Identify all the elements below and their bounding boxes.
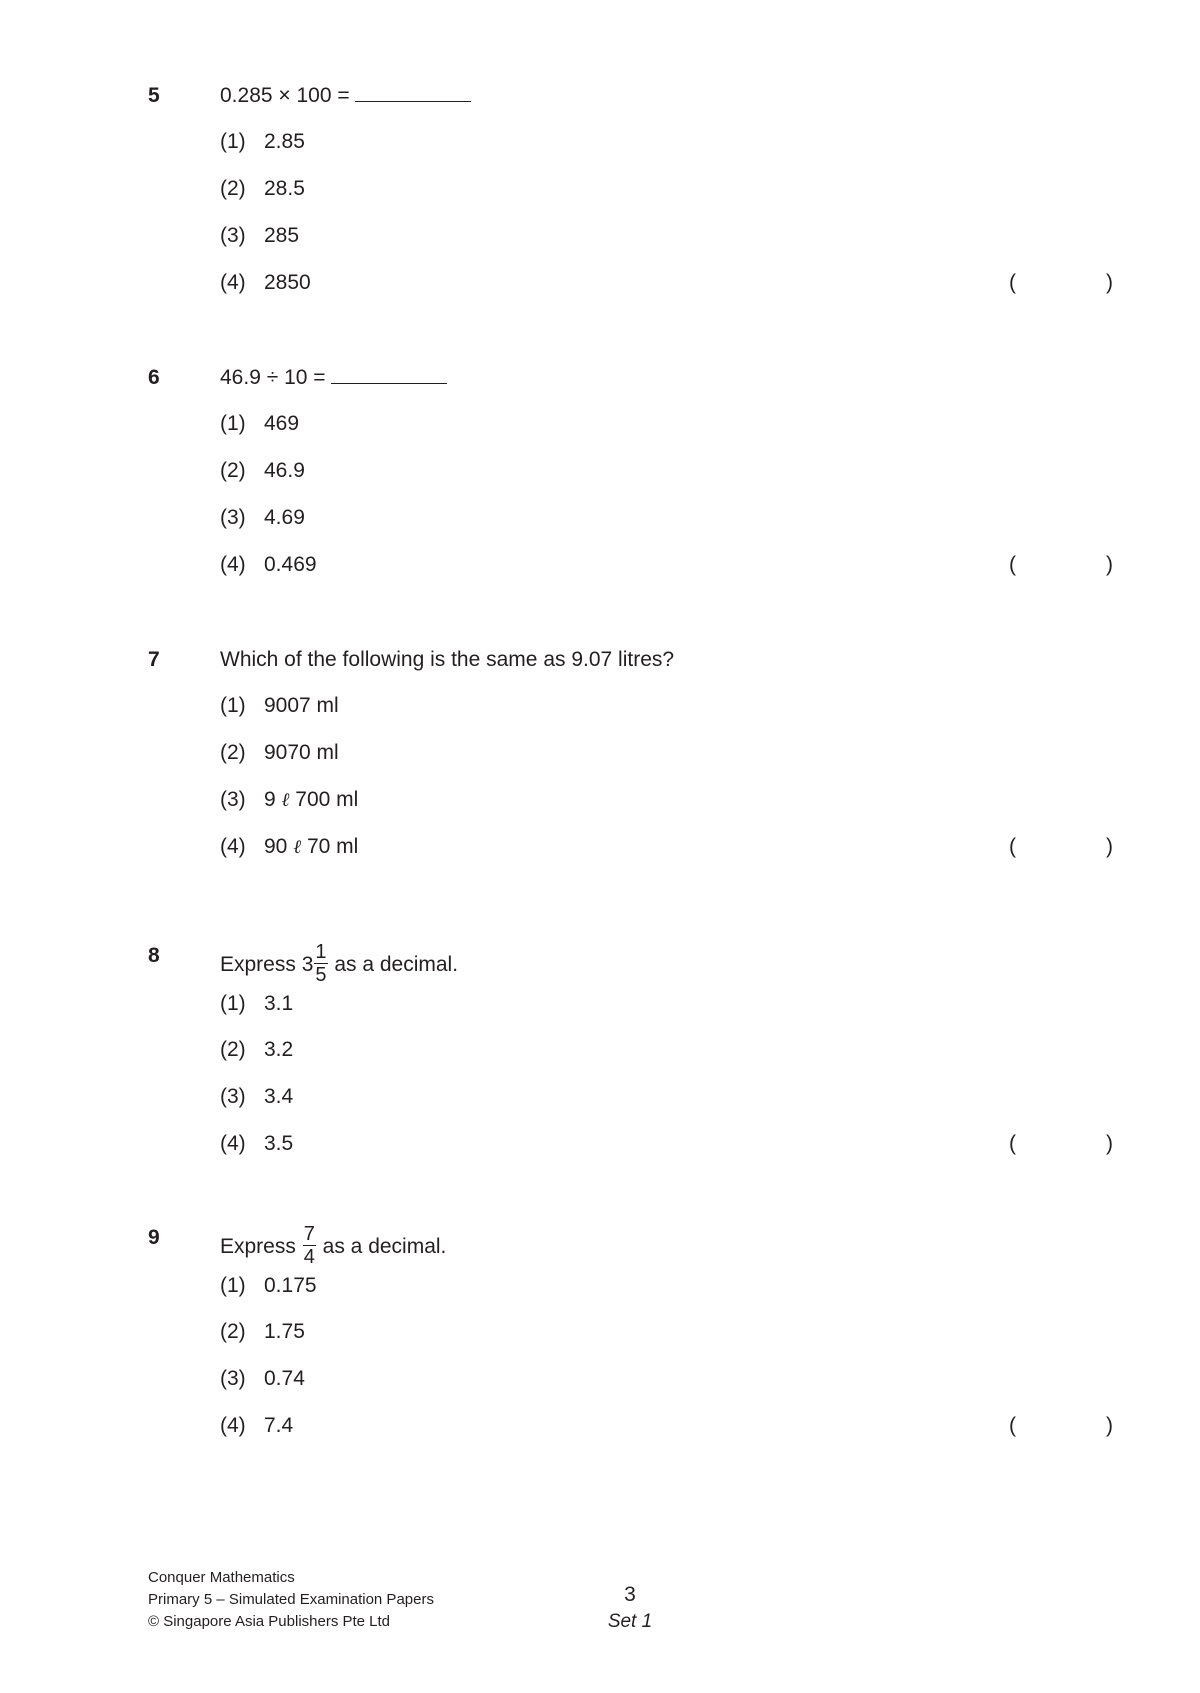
option-text: 3.2 [264, 1038, 294, 1061]
question-stem [220, 366, 447, 390]
option-label: (3) [220, 224, 246, 247]
option-4 [220, 835, 358, 859]
answer-blank-line [331, 382, 447, 384]
option-2 [220, 1320, 305, 1344]
option-label: (3) [220, 506, 246, 529]
option-text: 2.85 [264, 130, 305, 153]
fraction [303, 1224, 316, 1267]
option-label: (2) [220, 1038, 246, 1061]
option-label: (4) [220, 1414, 246, 1437]
option-2 [220, 177, 305, 201]
option-text: 0.175 [264, 1274, 317, 1297]
stem-text: 46.9 ÷ 10 = [220, 366, 326, 389]
option-label: (2) [220, 459, 246, 482]
option-label: (3) [220, 1367, 246, 1390]
option-2 [220, 459, 305, 483]
option-text-pre: 9 [264, 788, 282, 811]
stem-text: 0.285 × 100 = [220, 84, 350, 107]
stem-text-pre: Express [220, 1235, 302, 1259]
option-1 [220, 694, 339, 718]
option-label: (1) [220, 992, 246, 1015]
option-text: 469 [264, 412, 300, 435]
litre-symbol: ℓ [293, 836, 302, 858]
answer-bracket-close: ) [1106, 835, 1113, 858]
option-text-pre: 90 [264, 835, 294, 858]
question-number: 6 [148, 366, 160, 389]
option-text: 2850 [264, 271, 311, 294]
option-text: 7.4 [264, 1414, 294, 1437]
option-text: 9070 ml [264, 741, 339, 764]
option-text: 9007 ml [264, 694, 339, 717]
fraction-numerator: 1 [315, 941, 327, 963]
option-label: (1) [220, 1274, 246, 1297]
option-label: (3) [220, 788, 246, 811]
stem-text-post: as a decimal. [316, 1235, 447, 1259]
stem-text-post: as a decimal. [328, 953, 459, 977]
option-1 [220, 992, 293, 1016]
option-text: 1.75 [264, 1320, 305, 1343]
option-text: 0.469 [264, 553, 317, 576]
question-stem [220, 1223, 447, 1269]
option-1 [220, 1274, 317, 1298]
option-label: (4) [220, 271, 246, 294]
option-label: (1) [220, 412, 246, 435]
question-number: 5 [148, 84, 160, 107]
option-4 [220, 1132, 293, 1156]
option-4 [220, 271, 311, 295]
option-3 [220, 506, 305, 530]
question-number: 8 [148, 944, 160, 967]
option-text-post: 70 ml [301, 835, 359, 858]
answer-bracket-close: ) [1106, 1414, 1113, 1437]
answer-blank-line [355, 100, 471, 102]
option-1 [220, 412, 299, 436]
option-text: 0.74 [264, 1367, 305, 1390]
option-text: 3.5 [264, 1132, 294, 1155]
footer-copyright: © Singapore Asia Publishers Pte Ltd [148, 1613, 391, 1630]
fraction-denominator: 5 [315, 964, 327, 986]
option-label: (2) [220, 177, 246, 200]
option-label: (4) [220, 835, 246, 858]
option-text: 46.9 [264, 459, 305, 482]
fraction [314, 942, 327, 985]
footer-series: Primary 5 – Simulated Examination Papers [148, 1591, 434, 1608]
answer-bracket-open: ( [1009, 1414, 1016, 1437]
option-2 [220, 1038, 293, 1062]
option-label: (1) [220, 694, 246, 717]
option-label: (4) [220, 1132, 246, 1155]
option-text: 285 [264, 224, 300, 247]
option-3 [220, 788, 358, 812]
option-4 [220, 1414, 293, 1438]
question-number: 7 [148, 648, 160, 671]
footer-book-title: Conquer Mathematics [148, 1569, 295, 1586]
option-3 [220, 1367, 305, 1391]
option-4 [220, 553, 317, 577]
answer-bracket-close: ) [1106, 553, 1113, 576]
option-text: 3.1 [264, 992, 294, 1015]
answer-bracket-close: ) [1106, 271, 1113, 294]
option-3 [220, 224, 299, 248]
option-text-post: 700 ml [289, 788, 359, 811]
option-3 [220, 1085, 293, 1109]
option-label: (4) [220, 553, 246, 576]
page-number: 3 [624, 1583, 636, 1606]
answer-bracket-open: ( [1009, 1132, 1016, 1155]
question-stem [220, 941, 459, 987]
question-number: 9 [148, 1226, 160, 1249]
option-1 [220, 130, 305, 154]
option-label: (2) [220, 1320, 246, 1343]
answer-bracket-close: ) [1106, 1132, 1113, 1155]
option-label: (2) [220, 741, 246, 764]
footer-publication-info [148, 1567, 434, 1633]
answer-bracket-open: ( [1009, 271, 1016, 294]
option-label: (3) [220, 1085, 246, 1108]
option-text: 3.4 [264, 1085, 294, 1108]
question-stem: Which of the following is the same as 9.07 litres? [220, 648, 675, 671]
set-label: Set 1 [607, 1611, 653, 1632]
answer-bracket-open: ( [1009, 835, 1016, 858]
question-stem [220, 84, 471, 108]
option-2 [220, 741, 339, 765]
answer-bracket-open: ( [1009, 553, 1016, 576]
option-text: 4.69 [264, 506, 305, 529]
fraction-numerator: 7 [303, 1223, 315, 1245]
option-text: 28.5 [264, 177, 305, 200]
fraction-denominator: 4 [303, 1246, 315, 1268]
option-label: (1) [220, 130, 246, 153]
litre-symbol: ℓ [281, 789, 290, 811]
stem-text-pre: Express 3 [220, 953, 314, 977]
